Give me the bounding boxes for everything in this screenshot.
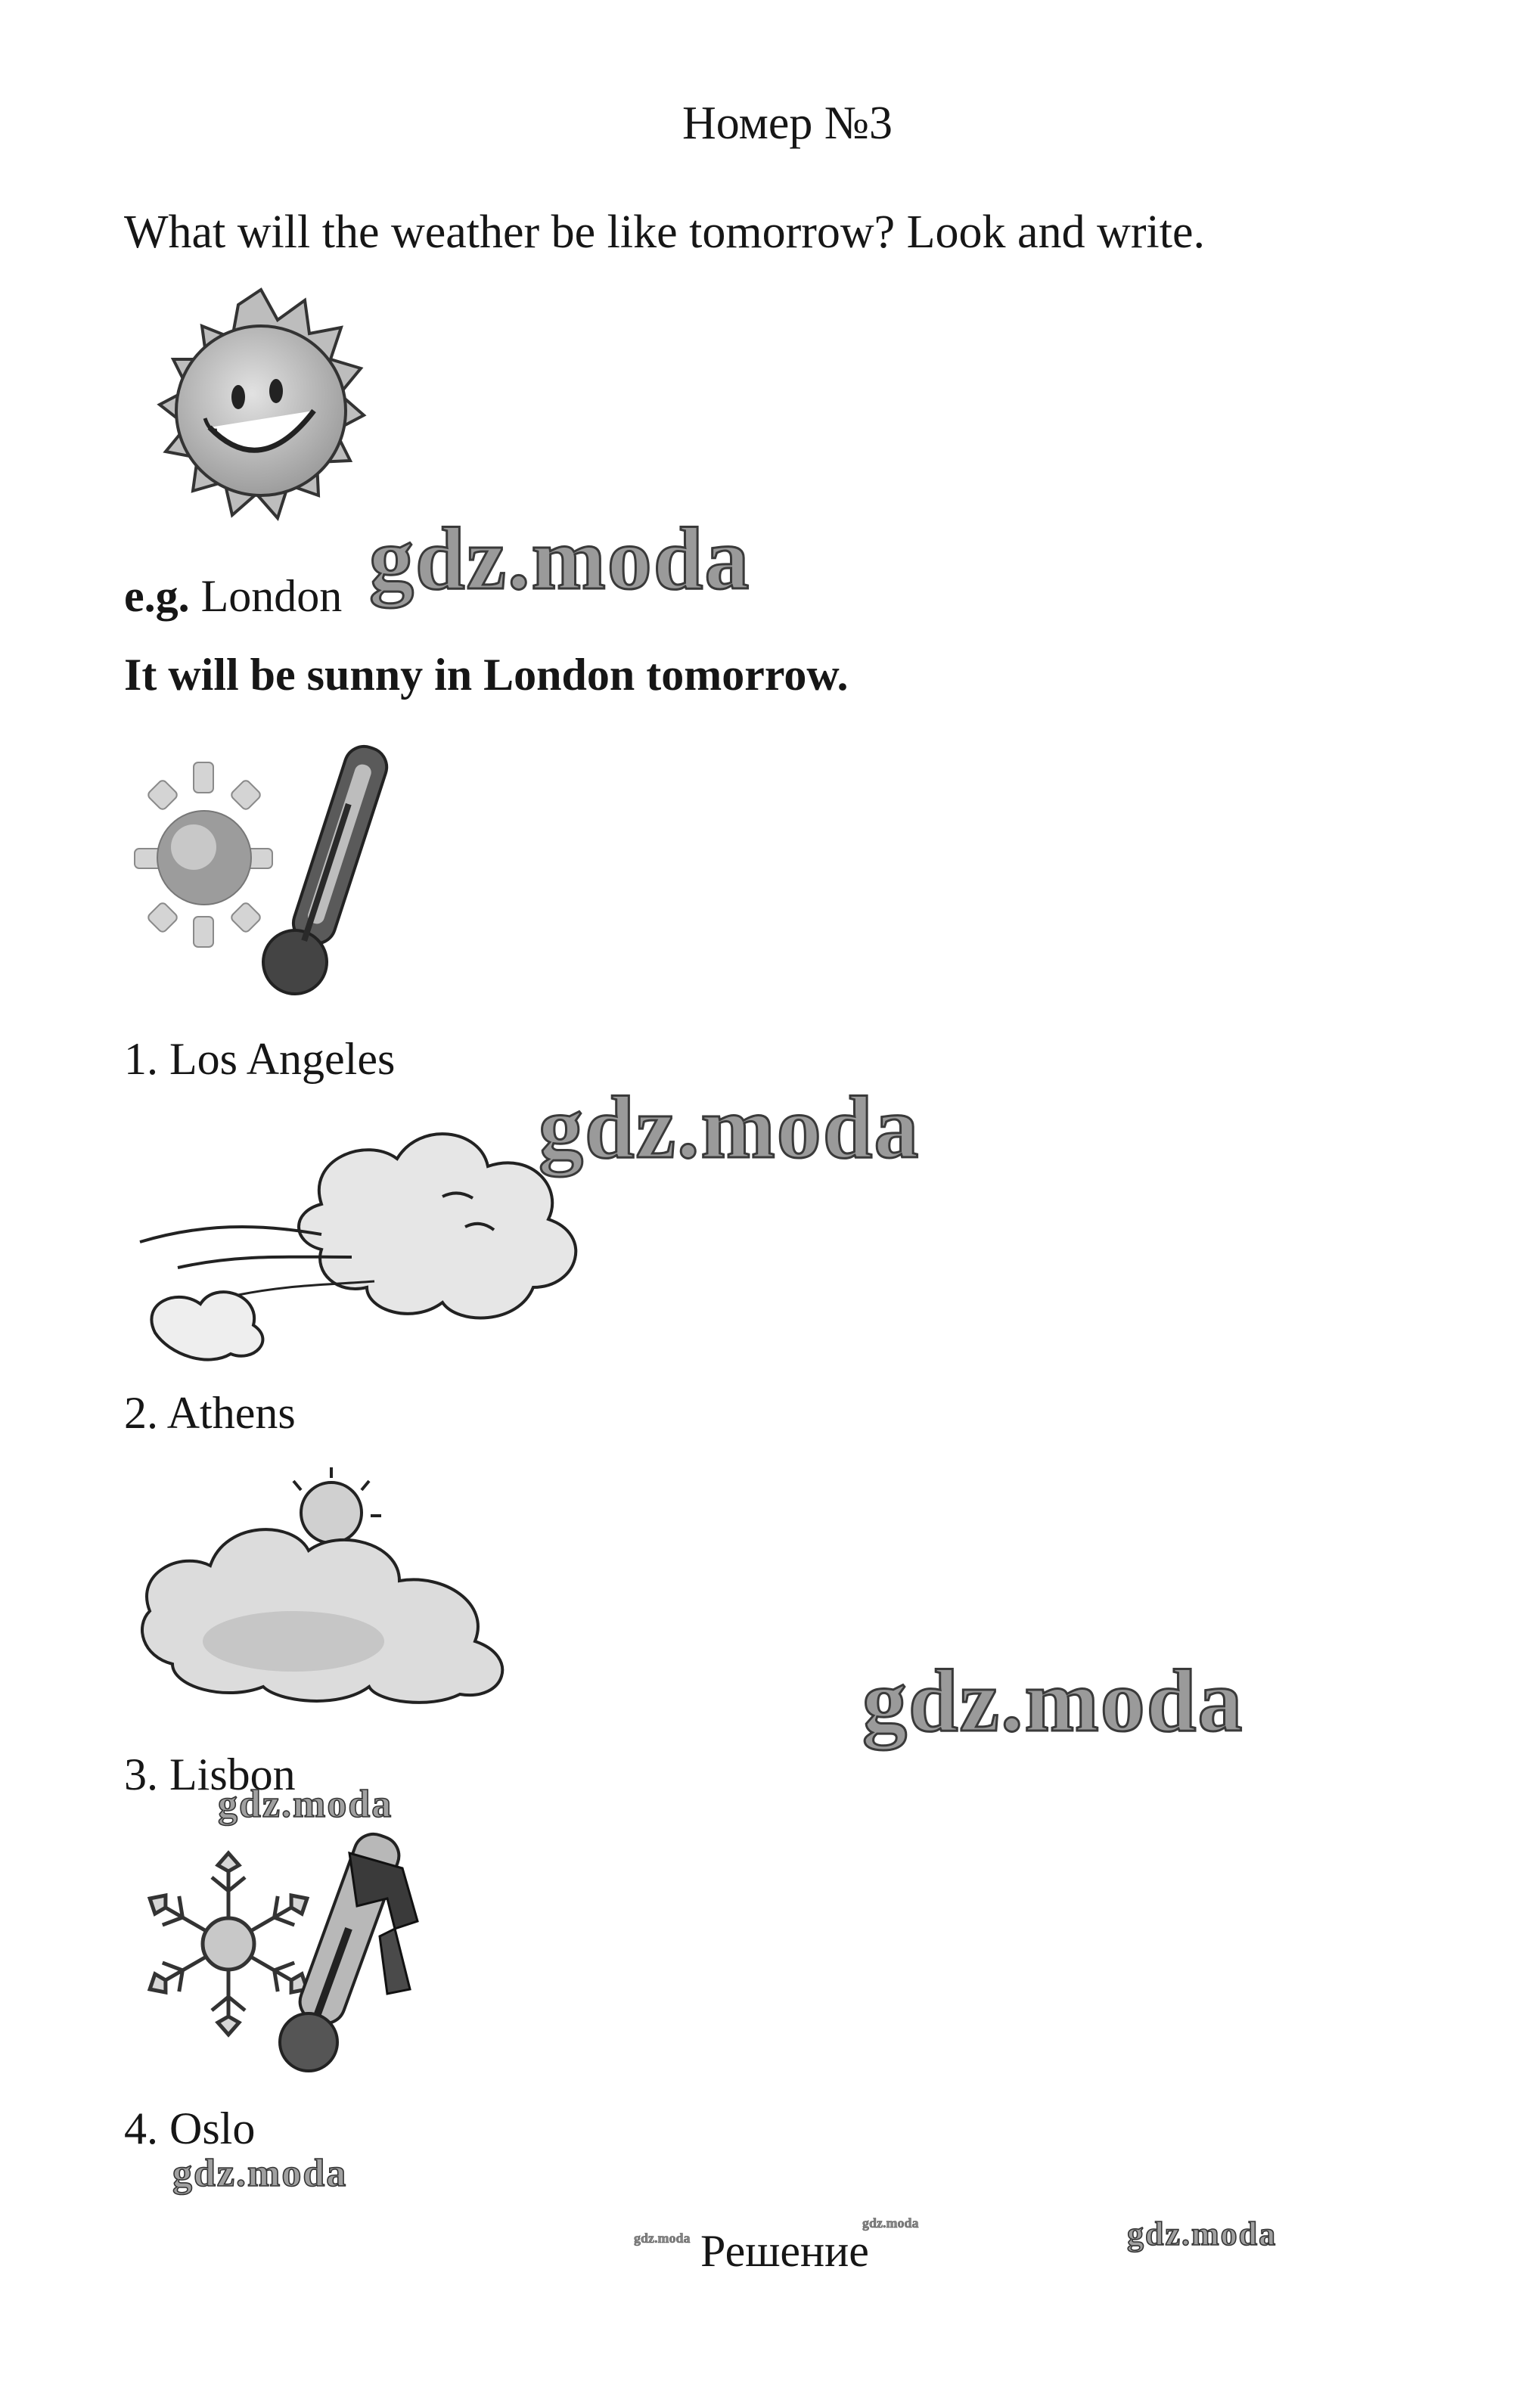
- item-label: 1. Los Angeles: [124, 1034, 396, 1084]
- page-title: Номер №3: [682, 98, 893, 149]
- snowflake-thermometer-icon: [130, 1815, 448, 2088]
- watermark: gdz.moda: [634, 2231, 691, 2246]
- watermark: gdz.moda: [1127, 2215, 1278, 2252]
- watermark: gdz.moda: [862, 2215, 919, 2231]
- hot-sun-thermometer-icon: [129, 735, 446, 1007]
- cloudy-sun-icon: [127, 1460, 551, 1717]
- watermark: gdz.moda: [218, 1783, 393, 1826]
- item-label: 3. Lisbon: [124, 1749, 296, 1799]
- item-label: 2. Athens: [124, 1388, 296, 1438]
- solution-label: Решение: [700, 2226, 869, 2276]
- watermark: gdz.moda: [862, 1651, 1244, 1750]
- item-label: 4. Oslo: [124, 2103, 256, 2153]
- example-line: [124, 573, 342, 619]
- watermark: gdz.moda: [369, 509, 751, 608]
- watermark: gdz.moda: [172, 2152, 348, 2195]
- watermark: gdz.moda: [539, 1078, 921, 1177]
- task-instruction: What will the weather be like tomorrow? Look and write.: [124, 206, 1205, 258]
- example-city: London: [200, 571, 343, 621]
- smiling-sun-icon: [132, 284, 390, 541]
- windy-cloud-icon: [125, 1106, 609, 1363]
- example-prefix: e.g.: [124, 571, 190, 621]
- example-answer: It will be sunny in London tomorrow.: [124, 650, 849, 700]
